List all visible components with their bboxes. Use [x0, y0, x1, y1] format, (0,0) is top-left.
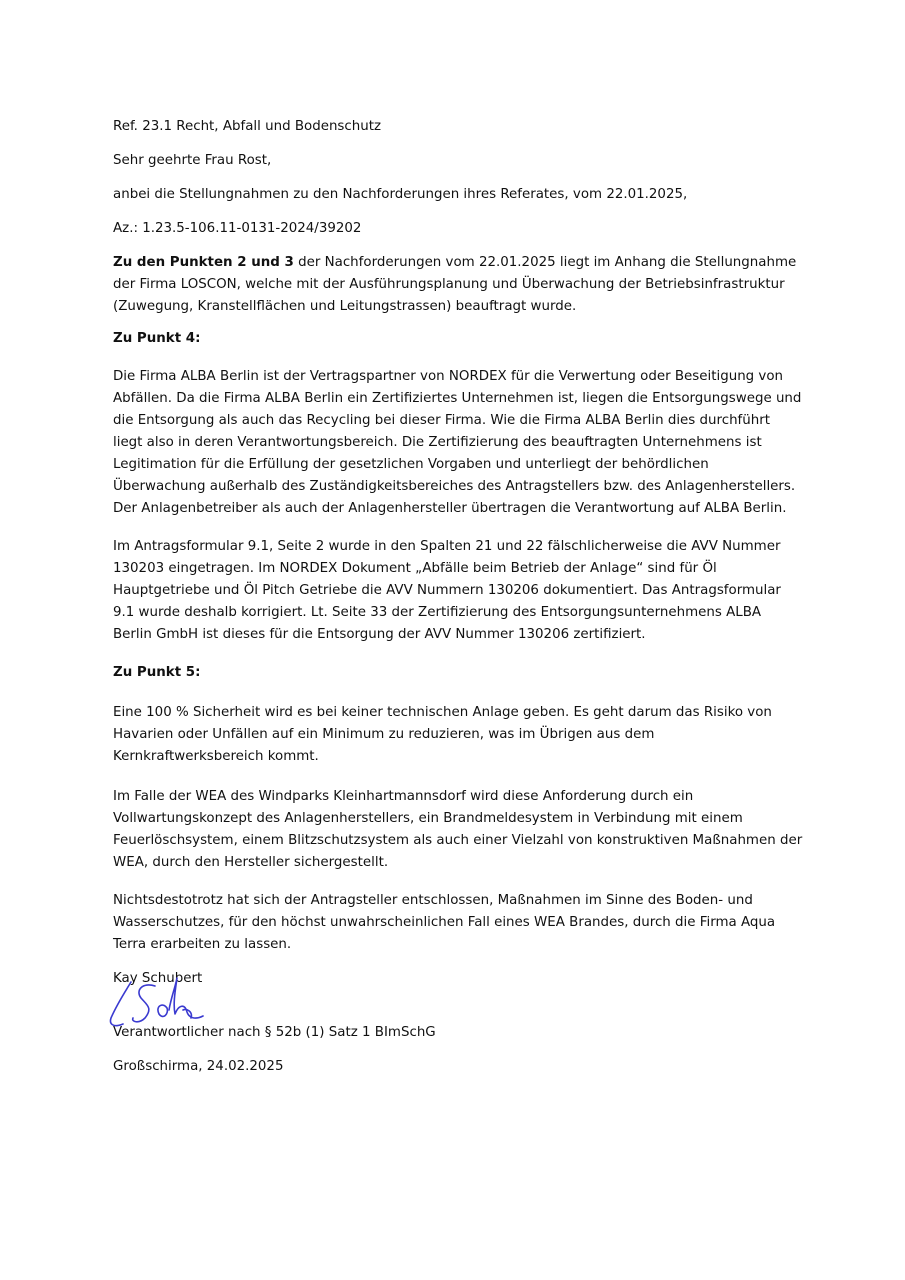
signature-block	[113, 968, 803, 1056]
signatory-name: Kay Schubert	[113, 971, 203, 986]
place-date: Großschirma, 24.02.2025	[113, 1059, 284, 1074]
salutation: Sehr geehrte Frau Rost,	[113, 153, 272, 168]
point-5-paragraph-1: Eine 100 % Sicherheit wird es bei keiner technischen Anlage geben. Es geht darum das Risiko von Havarien oder Unfällen auf ein Minimum zu reduzieren, was im Übrigen aus dem Kernkraftwerksbereich kommt.	[113, 705, 772, 764]
points-2-3-text: der Nachforderungen vom 22.01.2025 liegt im Anhang die Stellungnahme der Firma LOSCON, welche mit der Ausführungsplanung und Überwachung der Betriebsinfrastruktur (Zuwegung, Kranstellflächen und Leitungstrassen) beauftragt wurde.	[113, 255, 797, 314]
intro-line: anbei die Stellungnahmen zu den Nachforderungen ihres Referates, vom 22.01.2025,	[113, 187, 688, 202]
point-4-heading: Zu Punkt 4:	[113, 331, 201, 346]
letter-page	[113, 116, 803, 1078]
points-2-3-bold: Zu den Punkten 2 und 3	[113, 255, 294, 270]
point-5-heading: Zu Punkt 5:	[113, 665, 201, 680]
point-5-paragraph-2: Im Falle der WEA des Windparks Kleinhartmannsdorf wird diese Anforderung durch ein Vollwartungskonzept des Anlagenherstellers, ein Brandmeldesystem in Verbindung mit einem Feuerlöschsystem, einem Blitzschutzsystem als auch einer Vielzahl von konstruktiven Maßnahmen der WEA, durch den Hersteller sichergestellt.	[113, 789, 803, 870]
point-4-paragraph-2: Im Antragsformular 9.1, Seite 2 wurde in den Spalten 21 und 22 fälschlicherweise die AVV Nummer 130203 eingetragen. Im NORDEX Dokument „Abfälle beim Betrieb der Anlage“ sind für Öl Hauptgetriebe und Öl Pitch Getriebe die AVV Nummern 130206 dokumentiert. Das Antragsformular 9.1 wurde deshalb korrigiert. Lt. Seite 33 der Zertifizierung des Entsorgungsunternehmens ALBA Berlin GmbH ist dieses für die Entsorgung der AVV Nummer 130206 zertifiziert.	[113, 539, 781, 642]
signatory-role: Verantwortlicher nach § 52b (1) Satz 1 BImSchG	[113, 1025, 436, 1040]
point-5-paragraph-3: Nichtsdestotrotz hat sich der Antragsteller entschlossen, Maßnahmen im Sinne des Boden- und Wasserschutzes, für den höchst unwahrscheinlichen Fall eines WEA Brandes, durch die Firma Aqua Terra erarbeiten zu lassen.	[113, 893, 776, 952]
department-line: Ref. 23.1 Recht, Abfall und Bodenschutz	[113, 119, 382, 134]
point-4-paragraph-1: Die Firma ALBA Berlin ist der Vertragspartner von NORDEX für die Verwertung oder Beseitigung von Abfällen. Da die Firma ALBA Berlin ein Zertifiziertes Unternehmen ist, liegen die Entsorgungswege und die Entsorgung als auch das Recycling bei dieser Firma. Wie die Firma ALBA Berlin dies durchführt liegt also in deren Verantwortungsbereich. Die Zertifizierung des beauftragten Unternehmens ist Legitimation für die Erfüllung der gesetzlichen Vorgaben und unterliegt der behördlichen Überwachung außerhalb des Zuständigkeitsbereiches des Antragstellers bzw. des Anlagenherstellers. Der Anlagenbetreiber als auch der Anlagenhersteller übertragen die Verantwortung auf ALBA Berlin.	[113, 369, 802, 516]
reference-number: Az.: 1.23.5-106.11-0131-2024/39202	[113, 221, 362, 236]
points-2-3-paragraph	[113, 252, 803, 318]
